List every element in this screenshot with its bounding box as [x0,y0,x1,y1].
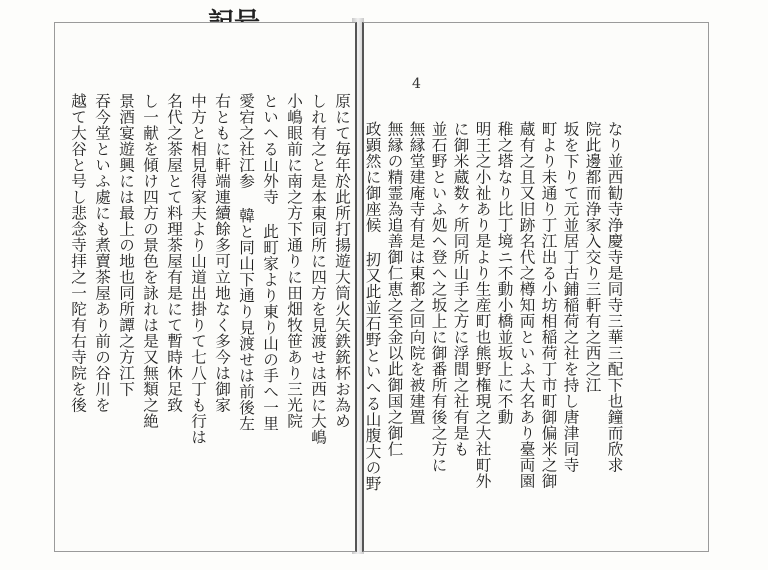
text-column: 原にて毎年於此所打揚遊大筒火矢鉄銃杯お為め [333,93,351,429]
text-column: 右ともに軒端連續餘多可立地なく多今は御家 [213,93,231,413]
right-page [362,22,709,552]
text-column: 景酒宴遊興には最上の地也同所譚之方江下 [117,93,135,397]
text-column: に御米蔵数ヶ所同所山手之方に浮間之社有是も [451,121,470,457]
text-column: 中方と相見得家夫より山道出掛りて七八丁も行は [189,93,207,445]
text-column: 政顕然に御座候 扨又此並石野といへる山腹大の野 [363,121,382,492]
text-column: 蔵有之且又旧跡名代之樽知両といふ大名あり臺両園 [517,121,536,489]
left-page [54,22,357,552]
text-column: 小嶋眼前に南之方下通りに田畑牧笹あり三光院 [285,93,303,429]
text-column: 院此邊都而浄家入交り三軒有之西之江 [583,121,602,393]
text-column: 越て大谷と号し悲念寺拝之一陀有右寺院を後 [69,93,87,413]
text-column: 無縁堂建庵寺有是は東都之回向院を被建置 [407,121,426,425]
text-column: 名代之茶屋とて料理茶屋有是にて暫時休足致 [165,93,183,413]
text-column: といへる山外寺 此町家より東り山の手へ一里 [261,93,279,432]
text-column: 並石野といふ処へ登へ之坂上に御番所有後之方に [429,121,448,473]
text-column: 吞今堂といふ處にも煮賣茶屋あり前の谷川を [93,93,111,413]
text-column: 明王之小祉あり是より生産町也熊野権現之大社町外 [473,121,492,489]
text-column: 坂を下りて元並居丁古鋪稲荷之社を持し唐津同寺 [561,121,580,473]
text-column: 愛宕之社江参 韓と同山下通り見渡せは前後左 [237,93,255,432]
text-column: しれ有之と是本東同所に四方を見渡せは西に大嶋 [309,93,327,445]
page-number: 4 [412,76,421,92]
text-column: 町より未通り丁江出る小坊相稲荷丁市町御偏米之御 [539,121,558,489]
text-column: 稚之塔なり比丁境ニ不動小橋並坂上に不動 [495,121,514,425]
text-column: し一献を傾け四方の景色を詠れは是又無類之絶 [141,93,159,429]
text-column: なり並西勧寺浄慶寺是同寺三華三配下也鐘而欣求 [605,121,624,473]
text-column: 無縁の精霊為追善御仁恵之至金以此御国之御仁 [385,121,404,457]
